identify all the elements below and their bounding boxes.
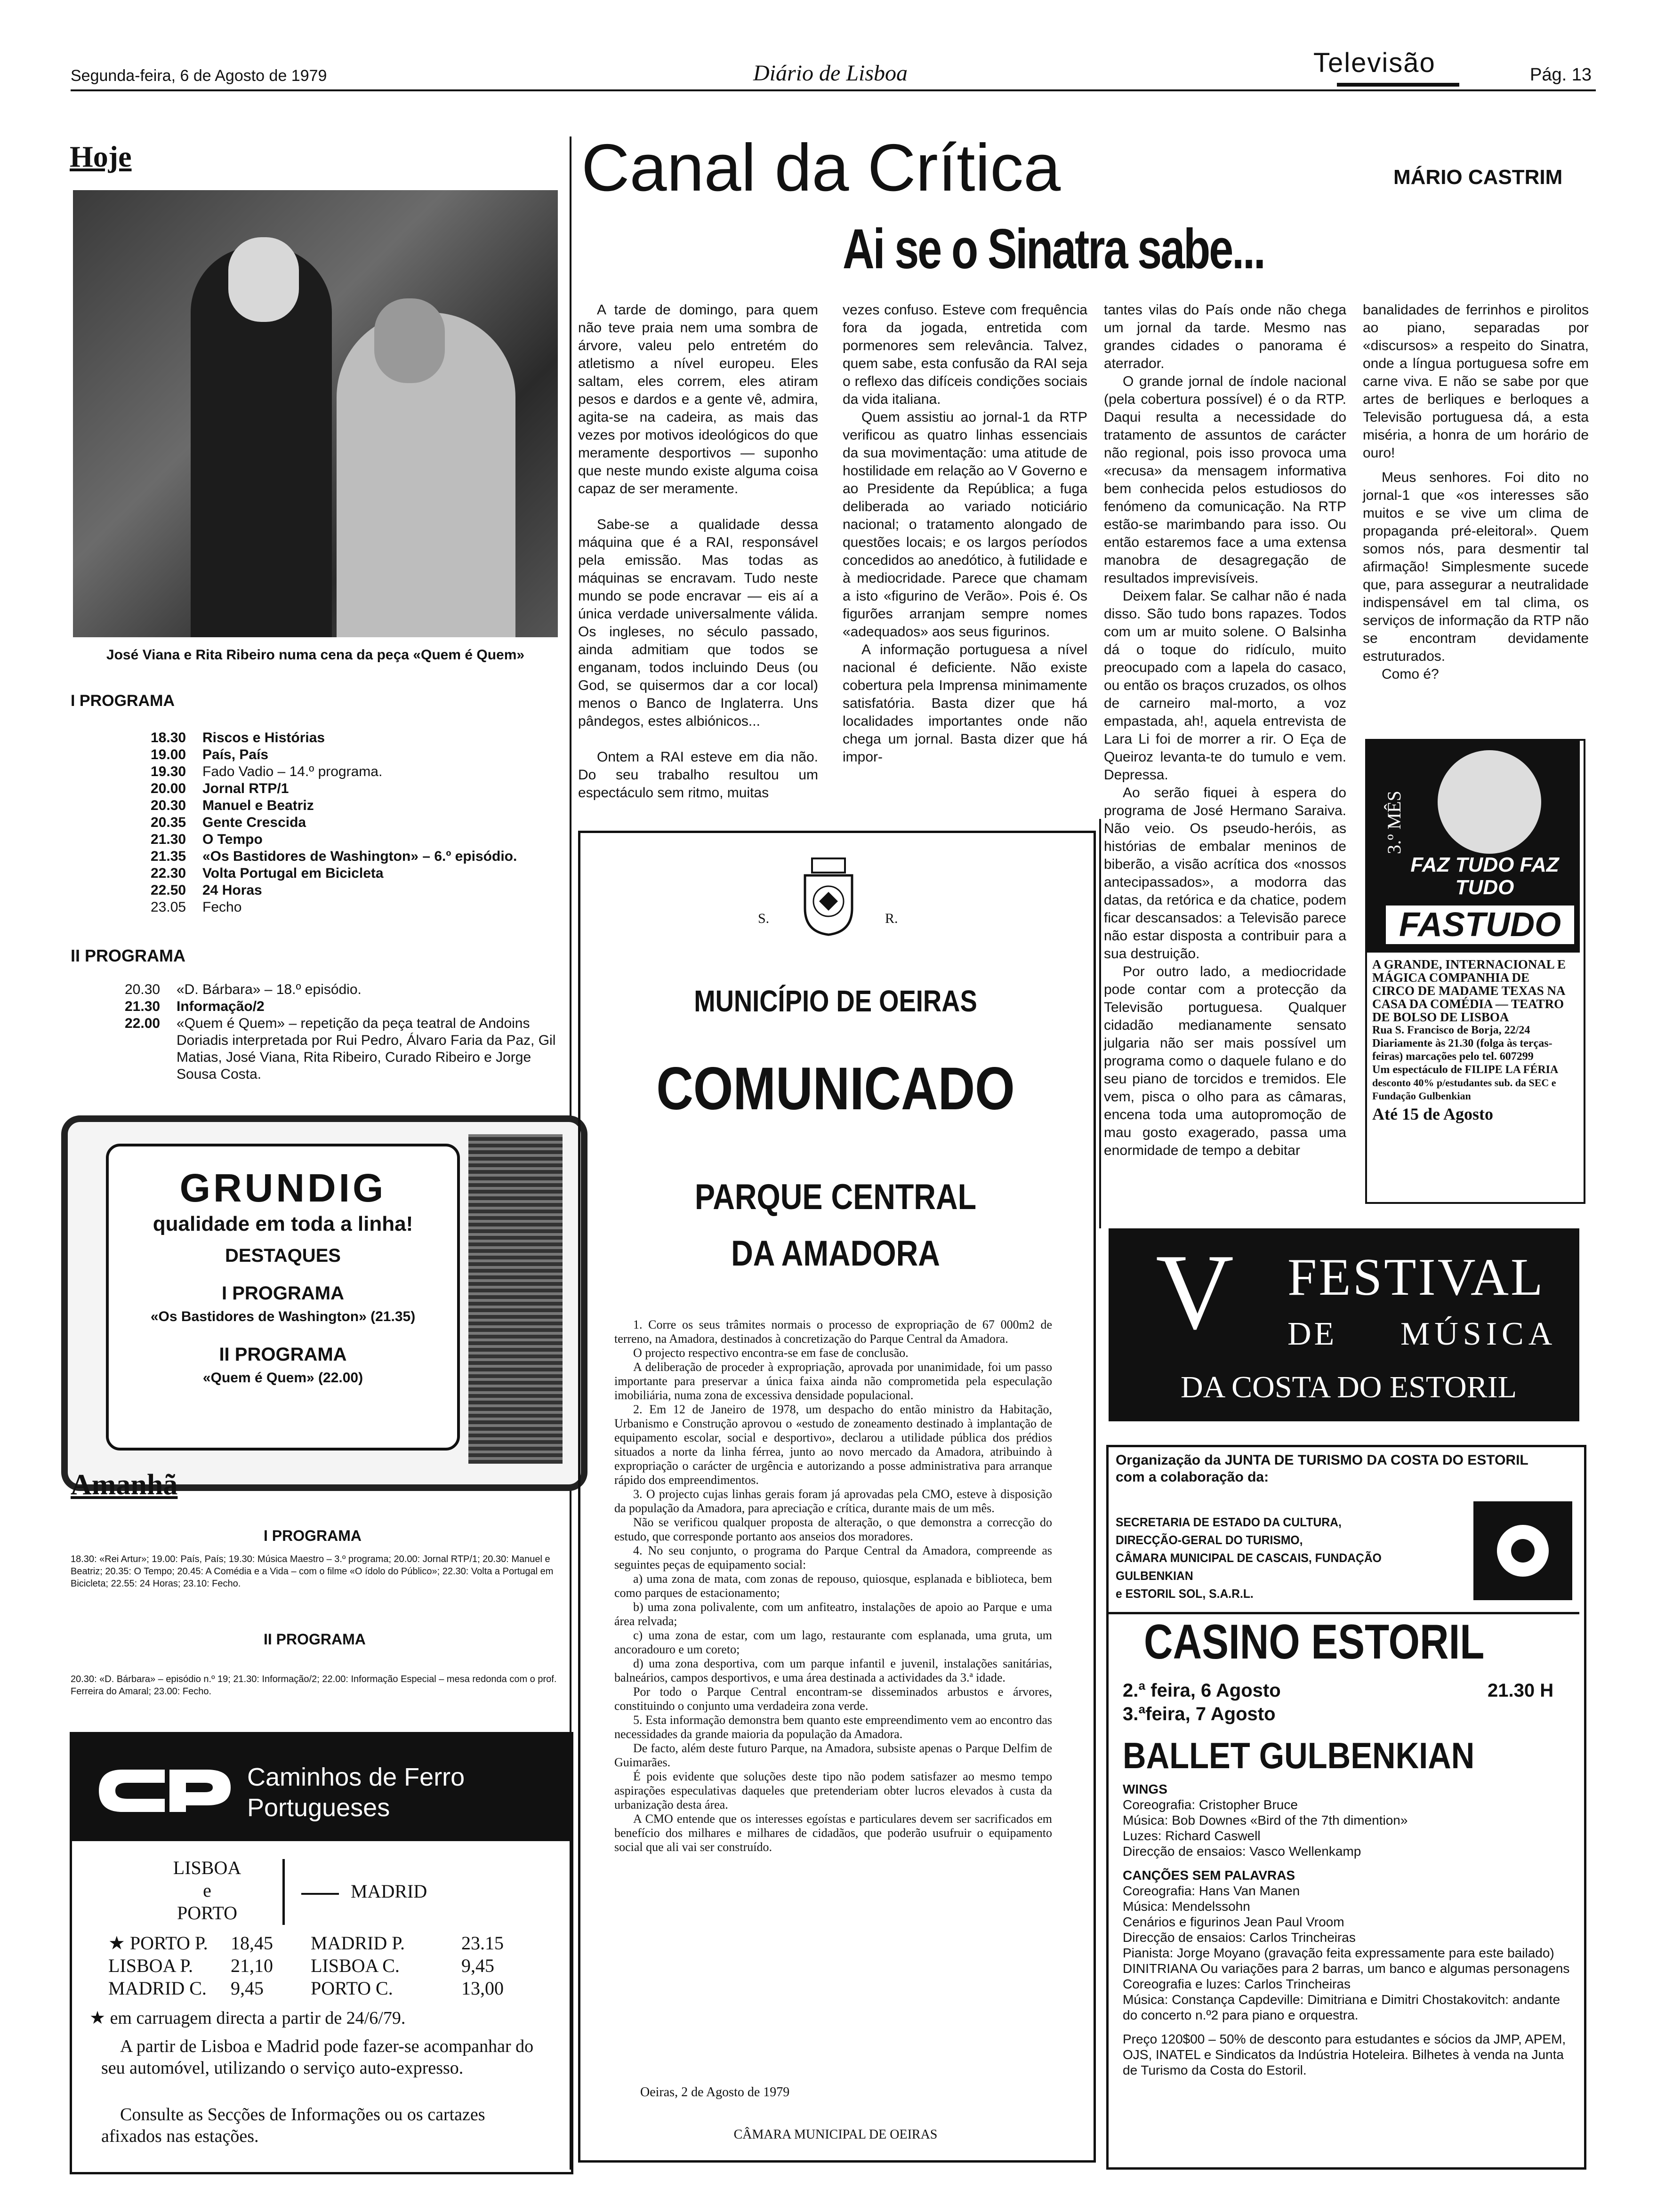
schedule-row: 21.30 Informação/2 [125, 999, 265, 1014]
ballet-title: BALLET GULBENKIAN [1123, 1735, 1475, 1776]
municipality-name: MUNICÍPIO DE OEIRAS [694, 984, 977, 1018]
program-1-heading: I PROGRAMA [71, 692, 175, 710]
cp-logo-icon [94, 1765, 235, 1817]
logo-ring-inner-icon [1511, 1539, 1535, 1563]
newspaper-name: Diário de Lisboa [753, 61, 908, 86]
month-label: 3.º MÊS [1383, 791, 1405, 854]
header-rule [71, 89, 1596, 91]
grundig-brand: GRUNDIG [179, 1166, 386, 1210]
column-rule-right [1099, 819, 1101, 1228]
festival-line-3: DA COSTA DO ESTORIL [1180, 1370, 1517, 1404]
timetable-row: MADRID C. 9,45 PORTO C. 13,00 [108, 1978, 504, 1999]
schedule-row: 21.35 «Os Bastidores de Washington» – 6.º episódio. [151, 849, 517, 864]
tomorrow-p2-schedule: 20.30: «D. Bárbara» – episódio n.º 19; 21.30: Informação/2; 22.00: Informação Especial – mesa redonda com o prof. Ferreira do Amaral; 23.00: Fecho. [71, 1674, 557, 1697]
article-column-2: vezes confuso. Esteve com frequência fora da jogada, entretida com pormenores sem relevância. Talvez, quem sabe, esta confusão da RAI seja o reflexo das difíceis condições sociais da vida italiana. Quem assistiu ao jornal-1 da RTP verificou as quatro linhas essenciais da sua movimentação: uma atitude de hostilidade em relação ao V Governo e ao Presidente da República; a fuga deliberada ao variado noticiário nacional; o tratamento alongado de questões locais; e os largos períodos concedidos ao anedótico, à futilidade e à mediocridade. Parece que chamam a isto «figurino de Verão». Pois é. Os figurões arranjam sempre nomes «adequados» aos seus figurinos. A informação portuguesa a nível nacional é deficiente. Não existe cobertura pela Imprensa minimamente satisfatória. Basta dizer que há localidades importantes onde não chega um jornal. Basta dizer que há impor- [843, 302, 1087, 765]
schedule-row: 20.35 Gente Crescida [151, 815, 306, 830]
schedule-row: 20.30 Manuel e Beatriz [151, 798, 314, 813]
notice-subtitle-2: DA AMADORA [731, 1234, 940, 1274]
notice-date: Oeiras, 2 de Agosto de 1979 [640, 2085, 790, 2100]
highlights-heading: DESTAQUES [225, 1245, 341, 1266]
seal-letter-s: S. [758, 911, 770, 926]
program-2-schedule [125, 981, 567, 1083]
tomorrow-p1-heading: I PROGRAMA [264, 1527, 362, 1544]
cp-text-2: Consulte as Secções de Informações ou os cartazes afixados nas estações. [101, 2105, 485, 2146]
festival-line-2a: DE [1287, 1316, 1337, 1352]
schedule-row: 19.00 País, País [151, 747, 269, 762]
tomorrow-heading: Amanhã [71, 1469, 178, 1501]
schedule-row: 20.30 «D. Bárbara» – 18.º episódio. [125, 982, 362, 997]
fastudo-poster [1367, 741, 1580, 953]
highlights-p1-item: «Os Bastidores de Washington» (21.35) [150, 1309, 416, 1324]
show-date-1: 2.ª feira, 6 Agosto [1123, 1680, 1281, 1701]
route-to: MADRID [351, 1881, 427, 1902]
tv-speaker-grille [468, 1134, 563, 1464]
section-underline [1337, 83, 1459, 87]
cp-note: ★ em carruagem directa a partir de 24/6/79. [89, 2008, 406, 2028]
seal-letter-r: R. [885, 911, 898, 926]
municipal-crest-icon [798, 857, 859, 937]
show-photo [73, 190, 558, 637]
article-headline: Ai se o Sinatra sabe... [843, 217, 1264, 281]
notice-signature: CÂMARA MUNICIPAL DE OEIRAS [733, 2127, 938, 2142]
festival-line-2b: MÚSICA [1400, 1316, 1557, 1352]
notice-subtitle-1: PARQUE CENTRAL [694, 1177, 977, 1217]
article-column-4: banalidades de ferrinhos e pirolitos ao piano, separadas por «discursos» a respeito do Sinatra, onde a língua portuguesa sofre em carne viva. E não se sabe por que artes de berliques e berloques a Televisão portuguesa dá, a esta miséria, a honra de um horário de ouro! Meus senhores. Foi dito no jornal-1 que «os interesses são muitos e se vive um clima de propaganda pré-eleitoral». Quem somos nós, para desmentir tal afirmação! Simplesmente sucede que, para assegurar a neutralidade indispensável em tal clima, os serviços de informação da RTP não se encontram devidamente estruturados. Como é? [1363, 302, 1589, 682]
cp-text-1: A partir de Lisboa e Madrid pode fazer-se acompanhar do seu automóvel, utilizando o serviço auto-expresso. [101, 2036, 534, 2078]
festival-roman-numeral: V [1156, 1232, 1234, 1352]
article-column-1: A tarde de domingo, para quem não teve praia nem uma sombra de árvore, valeu pelo entretém do atletismo a nível europeu. Eles saltam, eles correm, eles atiram pesos e dardos e a gente vê, admira, agita-se na cadeira, as mais das vezes por motivos ideológicos do que meramente desportivos — suponho que neste mundo existe alguma coisa capaz de ser meramente. Sabe-se a qualidade dessa máquina que é a RAI, responsável pela emissão. Mas todas as máquinas se encravam. Tudo neste mundo se pode encravar — eis aí a única verdade universalmente válida. Os ingleses, no século passado, ainda admitiam que todos se enganam, todos incluindo Deus (ou God, se quisermos dar a cor local) menos o Banco de Inglaterra. Uns pândegos, estes albiónicos... Ontem a RAI esteve em dia não. Do seu trabalho resultou um espectáculo sem ritmo, muitas [578, 302, 818, 801]
fastudo-text: A GRANDE, INTERNACIONAL E MÁGICA COMPANHIA DE CIRCO DE MADAME TEXAS NA CASA DA COMÉDIA — TEATRO DE BOLSO DE LISBOA Rua S. Francisco de Borja, 22/24 Diariamente às 21.30 (folga às terças-feiras) marcações pelo tel. 607299 Um espectáculo de FILIPE LA FÉRIA desconto 40% p/estudantes sub. da SEC e Fundação Gulbenkian Até 15 de Agosto [1372, 957, 1566, 1123]
programme-details: WINGS Coreografia: Cristopher Bruce Música: Bob Downes «Bird of the 7th dimention» Luzes: Richard Caswell Direcção de ensaios: Vasco Wellenkamp CANÇÕES SEM PALAVRAS Coreografia: Hans Van Manen Música: Mendelssohn Cenários e figurinos Jean Paul Vroom Direcção de ensaios: Carlos Trincheiras Pianista: Jorge Moyano (gravação feita expressamente para este bailado) DINITRIANA Ou variações para 2 barras, um banco e algumas personagens Coreografia e luzes: Carlos Trincheiras Música: Constança Capdeville: Dimitriana e Dimitri Chostakovitch: andante do concerto n.º2 para piano e orquestra. Preço 120$00 – 50% de desconto para estudantes e sócios da JMP, APEM, OJS, INATEL e Sindicatos da Indústria Hoteleira. Bilhetes à venda na Junta de Turismo da Costa do Estoril. [1123, 1782, 1570, 2077]
highlights-p2-item: «Quem é Quem» (22.00) [202, 1370, 363, 1386]
cp-timetable [108, 1932, 532, 2000]
section-name: Televisão [1313, 48, 1436, 78]
festival-banner [1109, 1228, 1579, 1421]
photo-caption: José Viana e Rita Ribeiro numa cena da peça «Quem é Quem» [106, 647, 525, 663]
clown-figure [1438, 750, 1541, 854]
show-date-2: 3.ªfeira, 7 Agosto [1123, 1704, 1276, 1724]
today-heading: Hoje [70, 140, 132, 173]
program-2-heading: II PROGRAMA [71, 946, 186, 965]
schedule-row: 22.30 Volta Portugal em Bicicleta [151, 866, 384, 881]
column-kicker: Canal da Crítica [581, 130, 1061, 205]
issue-date: Segunda-feira, 6 de Agosto de 1979 [71, 67, 327, 85]
casino-title: CASINO ESTORIL [1144, 1615, 1485, 1669]
route-arrow [301, 1893, 339, 1895]
schedule-row: 21.30 O Tempo [151, 832, 263, 847]
highlights-p2: II PROGRAMA [219, 1344, 347, 1365]
festival-line-1: FESTIVAL [1287, 1248, 1545, 1306]
cp-name-line1: Caminhos de Ferro [247, 1763, 465, 1791]
estoril-sol-logo [1473, 1501, 1572, 1600]
timetable-row: LISBOA P. 21,10 LISBOA C. 9,45 [108, 1955, 494, 1976]
page-number: Pág. 13 [1530, 65, 1592, 85]
grundig-slogan: qualidade em toda a linha! [153, 1212, 413, 1235]
cp-name-line2: Portugueses [247, 1794, 390, 1822]
poster-title: FASTUDO [1386, 906, 1574, 944]
schedule-row: 23.05 Fecho [151, 899, 242, 915]
schedule-row: 20.00 Jornal RTP/1 [151, 781, 289, 796]
grundig-tv-screen [106, 1144, 460, 1451]
sponsors-list: SECRETARIA DE ESTADO DA CULTURA, DIRECÇÃO-GERAL DO TURISMO, CÂMARA MUNICIPAL DE CASCAIS, FUNDAÇÃO GULBENKIAN e ESTORIL SOL, S.A.R.L. [1116, 1515, 1382, 1601]
tomorrow-p2-heading: II PROGRAMA [264, 1631, 366, 1648]
article-column-3: tantes vilas do País onde não chega um jornal da tarde. Mesmo nas grandes cidades o panorama é aterrador. O grande jornal de índole nacional (pela cobertura possível) é o da RTP. Daqui resulta a necessidade do tratamento de assuntos de carácter não regional, pois isso provoca uma «recusa» da mensagem informativa bem conhecida pelos estudiosos do fenómeno da comunicação. Na RTP estão-se marimbando para isso. Ou então estaremos face a uma extensa manobra de desagregação de resultados imprevisíveis. Deixem falar. Se calhar não é nada disso. São tudo bons rapazes. Todos com um ar muito solene. O Balsinha dá o toque do ridículo, muito preocupado com a lapela do casaco, ou então os braços cruzados, os olhos de carneiro mal-morto, a voz empastada, ah!, aquela entrevista de Lara Li foi de morrer a rir. O Eça de Queiroz levanta-te do tumulo e vem. Depressa. Ao serão fiquei à espera do programa de José Hermano Saraiva. Não veio. Os pseudo-heróis, as histórias de embalar meninos de biberão, a visão acrítica dos «nossos antecipassados», a modorra das datas, da retórica e da chatice, podem ficar descansados: a Televisão parece não estar disposta a contribuir para a sua destruição. Por outro lado, a mediocridade pode contar com a protecção da Televisão portuguesa. Qualquer cidadão medianamente sensato julgaria não ser mais possível um programa como o daquele fulano e do seu piano de torcidos e tremidos. Ele vem, pisca o olho para as câmaras, encena toda uma autopromoção de mau gosto exagerado, passa uma enormidade de tempo a debitar [1104, 302, 1346, 1158]
show-time: 21.30 H [1488, 1680, 1554, 1701]
schedule-row: 18.30 Riscos e Histórias [151, 730, 325, 745]
timetable-row: ★ PORTO P. 18,45 MADRID P. 23.15 [108, 1932, 504, 1954]
tomorrow-p1-schedule: 18.30: «Rei Artur»; 19.00: País, País; 19.30: Música Maestro – 3.º programa; 20.00: Jornal RTP/1; 20.30: Manuel e Beatriz; 20.35: O Tempo; 20.45: A Comédia e a Vida – com o filme «O ídolo do Público»; 22.30: Volta a Portugal em Bicicleta; 22.55: 24 Horas; 23.10: Fecho. [71, 1554, 554, 1589]
route-divider [282, 1859, 285, 1925]
article-author: MÁRIO CASTRIM [1393, 166, 1563, 189]
highlights-p1: I PROGRAMA [222, 1283, 344, 1304]
organiser-text: Organização da JUNTA DE TURISMO DA COSTA DO ESTORIL com a colaboração da: [1116, 1452, 1528, 1485]
program-1-schedule [151, 729, 565, 916]
poster-small-text: FAZ TUDO FAZ TUDO [1410, 853, 1559, 899]
schedule-row: 22.00 «Quem é Quem» – repetição da peça teatral de Andoins Doriadis interpretada por Rui Pedro, Álvaro Faria da Paz, Gil Matias, José Viana, Rita Ribeiro, Curado Ribeiro e Jorge Sousa Costa. [125, 1016, 556, 1082]
notice-title: COMUNICADO [656, 1055, 1015, 1122]
schedule-row: 19.30 Fado Vadio – 14.º programa. [151, 764, 383, 779]
schedule-row: 22.50 24 Horas [151, 882, 262, 898]
route-from: LISBOA e PORTO [173, 1857, 241, 1923]
notice-body: 1. Corre os seus trâmites normais o processo de expropriação de 67 000m2 de terreno, na Amadora, destinados à concretização do Parque Central da Amadora. O projecto respectivo encontra-se em fase de conclusão. A deliberação de proceder à expropriação, aprovada por unanimidade, foi um passo importante para preservar a única faixa ainda não comprometida pela especulação imobiliária, numa zona de excessiva densidade populacional. 2. Em 12 de Janeiro de 1978, um despacho do então ministro da Habitação, Urbanismo e Construção aprovou o «estudo de zoneamento destinado à implantação de equipamento escolar, social e desportivo», declarou a utilidade pública dos prédios situados a norte da linha férrea, junto ao novo mercado da Amadora, atribuindo à expropriação o carácter de urgência e autorizando a posse administrativa para arranque rápido dos empreendimentos. 3. O projecto cujas linhas gerais foram já aprovadas pela CMO, esteve à disposição da população da Amadora, para apreciação e crítica, durante mais de um mês. Não se verificou qualquer proposta de alteração, o que demonstra a correcção do estudo, que corresponde portanto aos anseios dos moradores. 4. No seu conjunto, o programa do Parque Central da Amadora, compreende as seguintes peças de equipamento social: a) uma zona de mata, com zonas de repouso, quiosque, esplanada e biblioteca, bem como parques de estacionamento; b) uma zona polivalente, com um anfiteatro, instalações de apoio ao Parque e uma área relvada; c) uma zona de estar, com um lago, restaurante com esplanada, uma gruta, um ancoradouro e um coreto; d) uma zona desportiva, com um parque infantil e juvenil, instalações sanitárias, balneários, campos desportivos, e uma área destinada a actividades da 3.ª idade. Por todo o Parque Central encontram-se disseminados arbustos e árvores, constituindo o conjunto uma verdadeira zona verde. 5. Esta informação demonstra bem quanto este empreendimento vem ao encontro das necessidades da grande maioria da população da Amadora. De facto, além deste futuro Parque, na Amadora, subsiste apenas o Parque Delfim de Guimarães. É pois evidente que soluções deste tipo não podem satisfazer ao mesmo tempo aspirações especulativas daqueles que pretenderiam obter lucros elevados à custa da urbanização desta área. A CMO entende que os interesses egoístas e particulares devem ser sacrificados em benefício dos milhares e milhares de cidadãos, que poderão usufruir o equipamento social que ali vai ser construído. [614, 1318, 1052, 1854]
